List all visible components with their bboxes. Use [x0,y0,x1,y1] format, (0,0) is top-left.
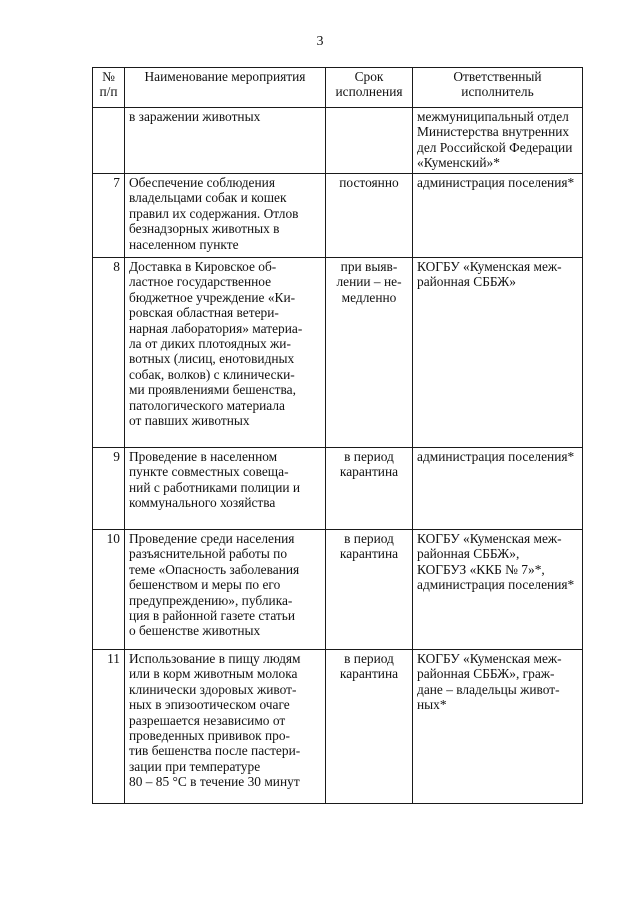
measure-term [326,174,413,258]
row-number [93,108,125,174]
measure-term [326,530,413,650]
header-term-line: Срок [354,69,384,84]
table-row [93,650,583,804]
measure-responsible-line: Министерства внутренних [417,124,570,140]
header-num-line: № [102,69,115,84]
measure-name-line: патологического материала [129,397,285,413]
measure-name-line: 80 – 85 °С в течение 30 минут [129,774,300,790]
measure-responsible-line: «Куменский»* [417,155,500,171]
measure-name-line: или в корм животным молока [129,666,298,682]
measure-term [326,258,413,448]
measure-name-line: ла от диких плотоядных жи- [129,336,291,352]
measure-responsible [413,258,583,448]
measure-name-line: ластное государственное [129,274,272,290]
measure-name-line: предупреждению», публика- [129,592,293,608]
measure-responsible-line: администрация поселения* [417,449,575,464]
measure-name [125,448,326,530]
measure-name-line: тив бешенства после пастери- [129,743,301,759]
measure-term [326,448,413,530]
measure-name [125,108,326,174]
measure-responsible-line: районная СББЖ» [417,274,516,290]
measure-name-line: бюджетное учреждение «Ки- [129,289,296,305]
measure-responsible-line: КОГБУЗ «ККБ № 7»*, [417,561,545,577]
header-name-line: Наименование мероприятия [144,69,306,84]
measure-responsible-line: районная СББЖ», [417,546,520,562]
measure-term-line: карантина [339,464,399,480]
table-row [93,530,583,650]
measure-name-line: владельцами собак и кошек [129,190,287,206]
measure-responsible [413,174,583,258]
measure-term-line: в период [344,531,394,546]
measure-name-line: вотных (лисиц, енотовидных [129,351,295,367]
measure-name-line: ми проявлениями бешенства, [129,382,296,398]
measure-name [125,174,326,258]
measure-name-line: безнадзорных животных в [129,221,280,237]
measure-name-line: пункте совместных совеща- [129,464,289,480]
measure-responsible-line: КОГБУ «Куменская меж- [417,531,562,546]
page-number: 3 [316,34,324,49]
measure-responsible-line: дел Российской Федерации [417,139,573,155]
measure-name-line: ний с работниками полиции и [129,479,301,495]
measure-responsible-line: администрация поселения* [417,577,575,593]
measure-term-line: лении – не- [336,274,402,290]
measure-term [326,108,413,174]
measure-term [326,650,413,804]
measure-name-line: разрешается независимо от [129,712,286,728]
measure-name-line: клинически здоровых живот- [129,681,297,697]
measure-responsible-line: межмуниципальный отдел [417,109,569,124]
measure-name-line: правил их содержания. Отлов [129,205,299,221]
measure-name-line: теме «Опасность заболевания [129,561,300,577]
measure-name-line: Использование в пищу людям [129,651,301,666]
measure-term-line: в период [344,449,394,464]
header-resp-line: исполнитель [461,84,534,100]
measure-name [125,530,326,650]
measure-name-line: проведенных прививок про- [129,728,291,744]
measure-name-line: коммунального хозяйства [129,495,276,511]
measure-responsible-line: КОГБУ «Куменская меж- [417,651,562,666]
measure-term-line: карантина [339,546,399,562]
measure-responsible-line: дане – владельцы живот- [417,681,560,697]
measure-name-line: зации при температуре [129,758,261,774]
row-number: 11 [93,650,125,804]
measure-term-line: при выяв- [340,259,398,274]
header-resp-line: Ответственный [453,69,542,84]
measure-term-line: карантина [339,666,399,682]
table-row [93,448,583,530]
measure-responsible [413,448,583,530]
measure-name-line: ных в эпизоотическом очаге [129,697,290,713]
header-term [326,68,413,108]
table-header-row [93,68,583,108]
measures-table [92,67,583,804]
table-row [93,174,583,258]
table-body [93,108,583,804]
measure-term-line: медленно [341,289,397,305]
measure-name-line: ровская областная ветери- [129,305,279,321]
header-num [93,68,125,108]
measure-name-line: бешенством и меры по его [129,577,281,593]
measure-name-line: Проведение в населенном [129,449,278,464]
header-num-line: п/п [99,84,118,100]
measure-name-line: Проведение среди населения [129,531,295,546]
measure-responsible [413,650,583,804]
measure-term-line: в период [344,651,394,666]
measure-responsible-line: ных* [417,697,447,713]
measure-name [125,650,326,804]
measure-name-line: разъяснительной работы по [129,546,288,562]
table-row [93,258,583,448]
row-number: 8 [93,258,125,448]
measure-name-line: в заражении животных [129,109,261,124]
table-row [93,108,583,174]
measure-responsible-line: КОГБУ «Куменская меж- [417,259,562,274]
measure-name-line: от павших животных [129,413,250,429]
measure-responsible-line: районная СББЖ», граж- [417,666,555,682]
measure-name-line: Обеспечение соблюдения [129,175,275,190]
measure-term-line: постоянно [339,175,399,190]
measure-responsible [413,530,583,650]
header-resp [413,68,583,108]
measure-name [125,258,326,448]
header-name [125,68,326,108]
measure-name-line: населенном пункте [129,236,239,252]
measure-name-line: ция в районной газете статьи [129,608,296,624]
measure-name-line: нарная лаборатория» материа- [129,320,303,336]
header-term-line: исполнения [335,84,403,100]
measure-name-line: о бешенстве животных [129,623,261,639]
row-number: 9 [93,448,125,530]
measure-name-line: Доставка в Кировское об- [129,259,277,274]
measure-responsible [413,108,583,174]
measure-responsible-line: администрация поселения* [417,175,575,190]
row-number: 7 [93,174,125,258]
measure-name-line: собак, волков) с клинически- [129,366,295,382]
row-number: 10 [93,530,125,650]
